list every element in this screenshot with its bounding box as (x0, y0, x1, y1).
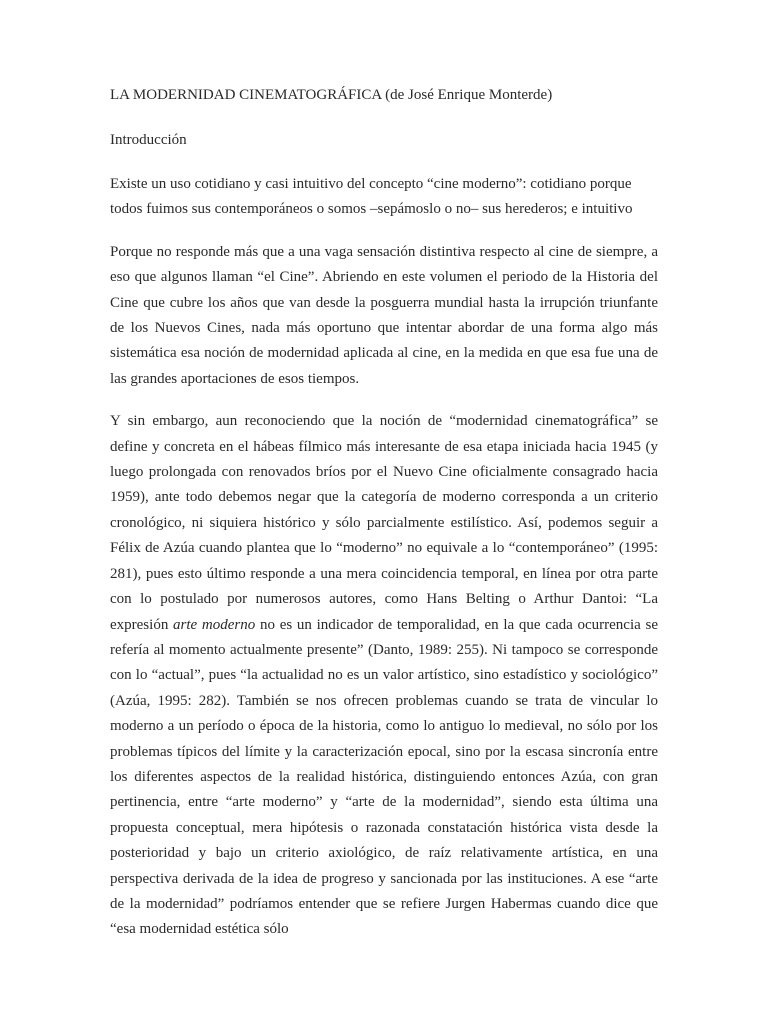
document-title: LA MODERNIDAD CINEMATOGRÁFICA (de José Enrique Monterde) (110, 87, 553, 103)
paragraph-3-italic-term: arte moderno (173, 616, 256, 633)
section-heading: Introducción (110, 132, 187, 148)
document-body (110, 82, 658, 960)
paragraph-3-text-a: Y sin embargo, aun reconociendo que la noción de “modernidad cinematográfica” se define y concreta en el hábeas fílmico más interesante de esa etapa iniciada hacia 1945 (y luego prolongada con renovados bríos por el Nuevo Cine oficialmente consagrado hacia 1959), ante todo debemos negar que la categoría de moderno corresponda a un criterio cronológico, ni siquiera histórico y sólo parcialmente estilístico. Así, podemos seguir a Félix de Azúa cuando plantea que lo “moderno” no equivale a lo “contemporáneo” (1995: 281), pues esto último responde a una mera coincidencia temporal, en línea por otra parte con lo postulado por numerosos autores, como Hans Belting o Arthur Dantoi: “La expresión (110, 413, 658, 633)
paragraph-3 (110, 409, 658, 943)
paragraph-2: Porque no responde más que a una vaga sensación distintiva respecto al cine de siempre, a eso que algunos llaman “el Cine”. Abriendo en este volumen el periodo de la Historia del Cine que cubre los años que van desde la posguerra mundial hasta la irrupción triunfante de los Nuevos Cines, nada más oportuno que intentar abordar de una forma algo más sistemática esa noción de modernidad aplicada al cine, en la medida en que esa fue una de las grandes aportaciones de esos tiempos. (110, 243, 658, 387)
paragraph-3-text-b: no es un indicador de temporalidad, en la que cada ocurrencia se refería al momento actualmente presente” (Danto, 1989: 255). Ni tampoco se corresponde con lo “actual”, pues “la actualidad no es un valor artístico, sino estadístico y sociológico” (Azúa, 1995: 282). También se nos ofrecen problemas cuando se trata de vincular lo moderno a un período o época de la historia, como lo antiguo lo medieval, no sólo por los problemas típicos del límite y la caracterización epocal, sino por la escasa sincronía entre los diferentes aspectos de la realidad histórica, distinguiendo entonces Azúa, con gran pertinencia, entre “arte moderno” y “arte de la modernidad”, siendo esta última una propuesta conceptual, mera hipótesis o razonada constatación histórica vista desde la posterioridad y bajo un criterio axiológico, de raíz relativamente artística, en una perspectiva derivada de la idea de progreso y sancionada por las instituciones. A ese “arte de la modernidad” podríamos entender que se refiere Jurgen Habermas cuando dice que “esa modernidad estética sólo (110, 616, 658, 938)
paragraph-1: Existe un uso cotidiano y casi intuitivo del concepto “cine moderno”: cotidiano porque todos fuimos sus contemporáneos o somos –sepámoslo o no– sus herederos; e intuitivo (110, 176, 633, 218)
